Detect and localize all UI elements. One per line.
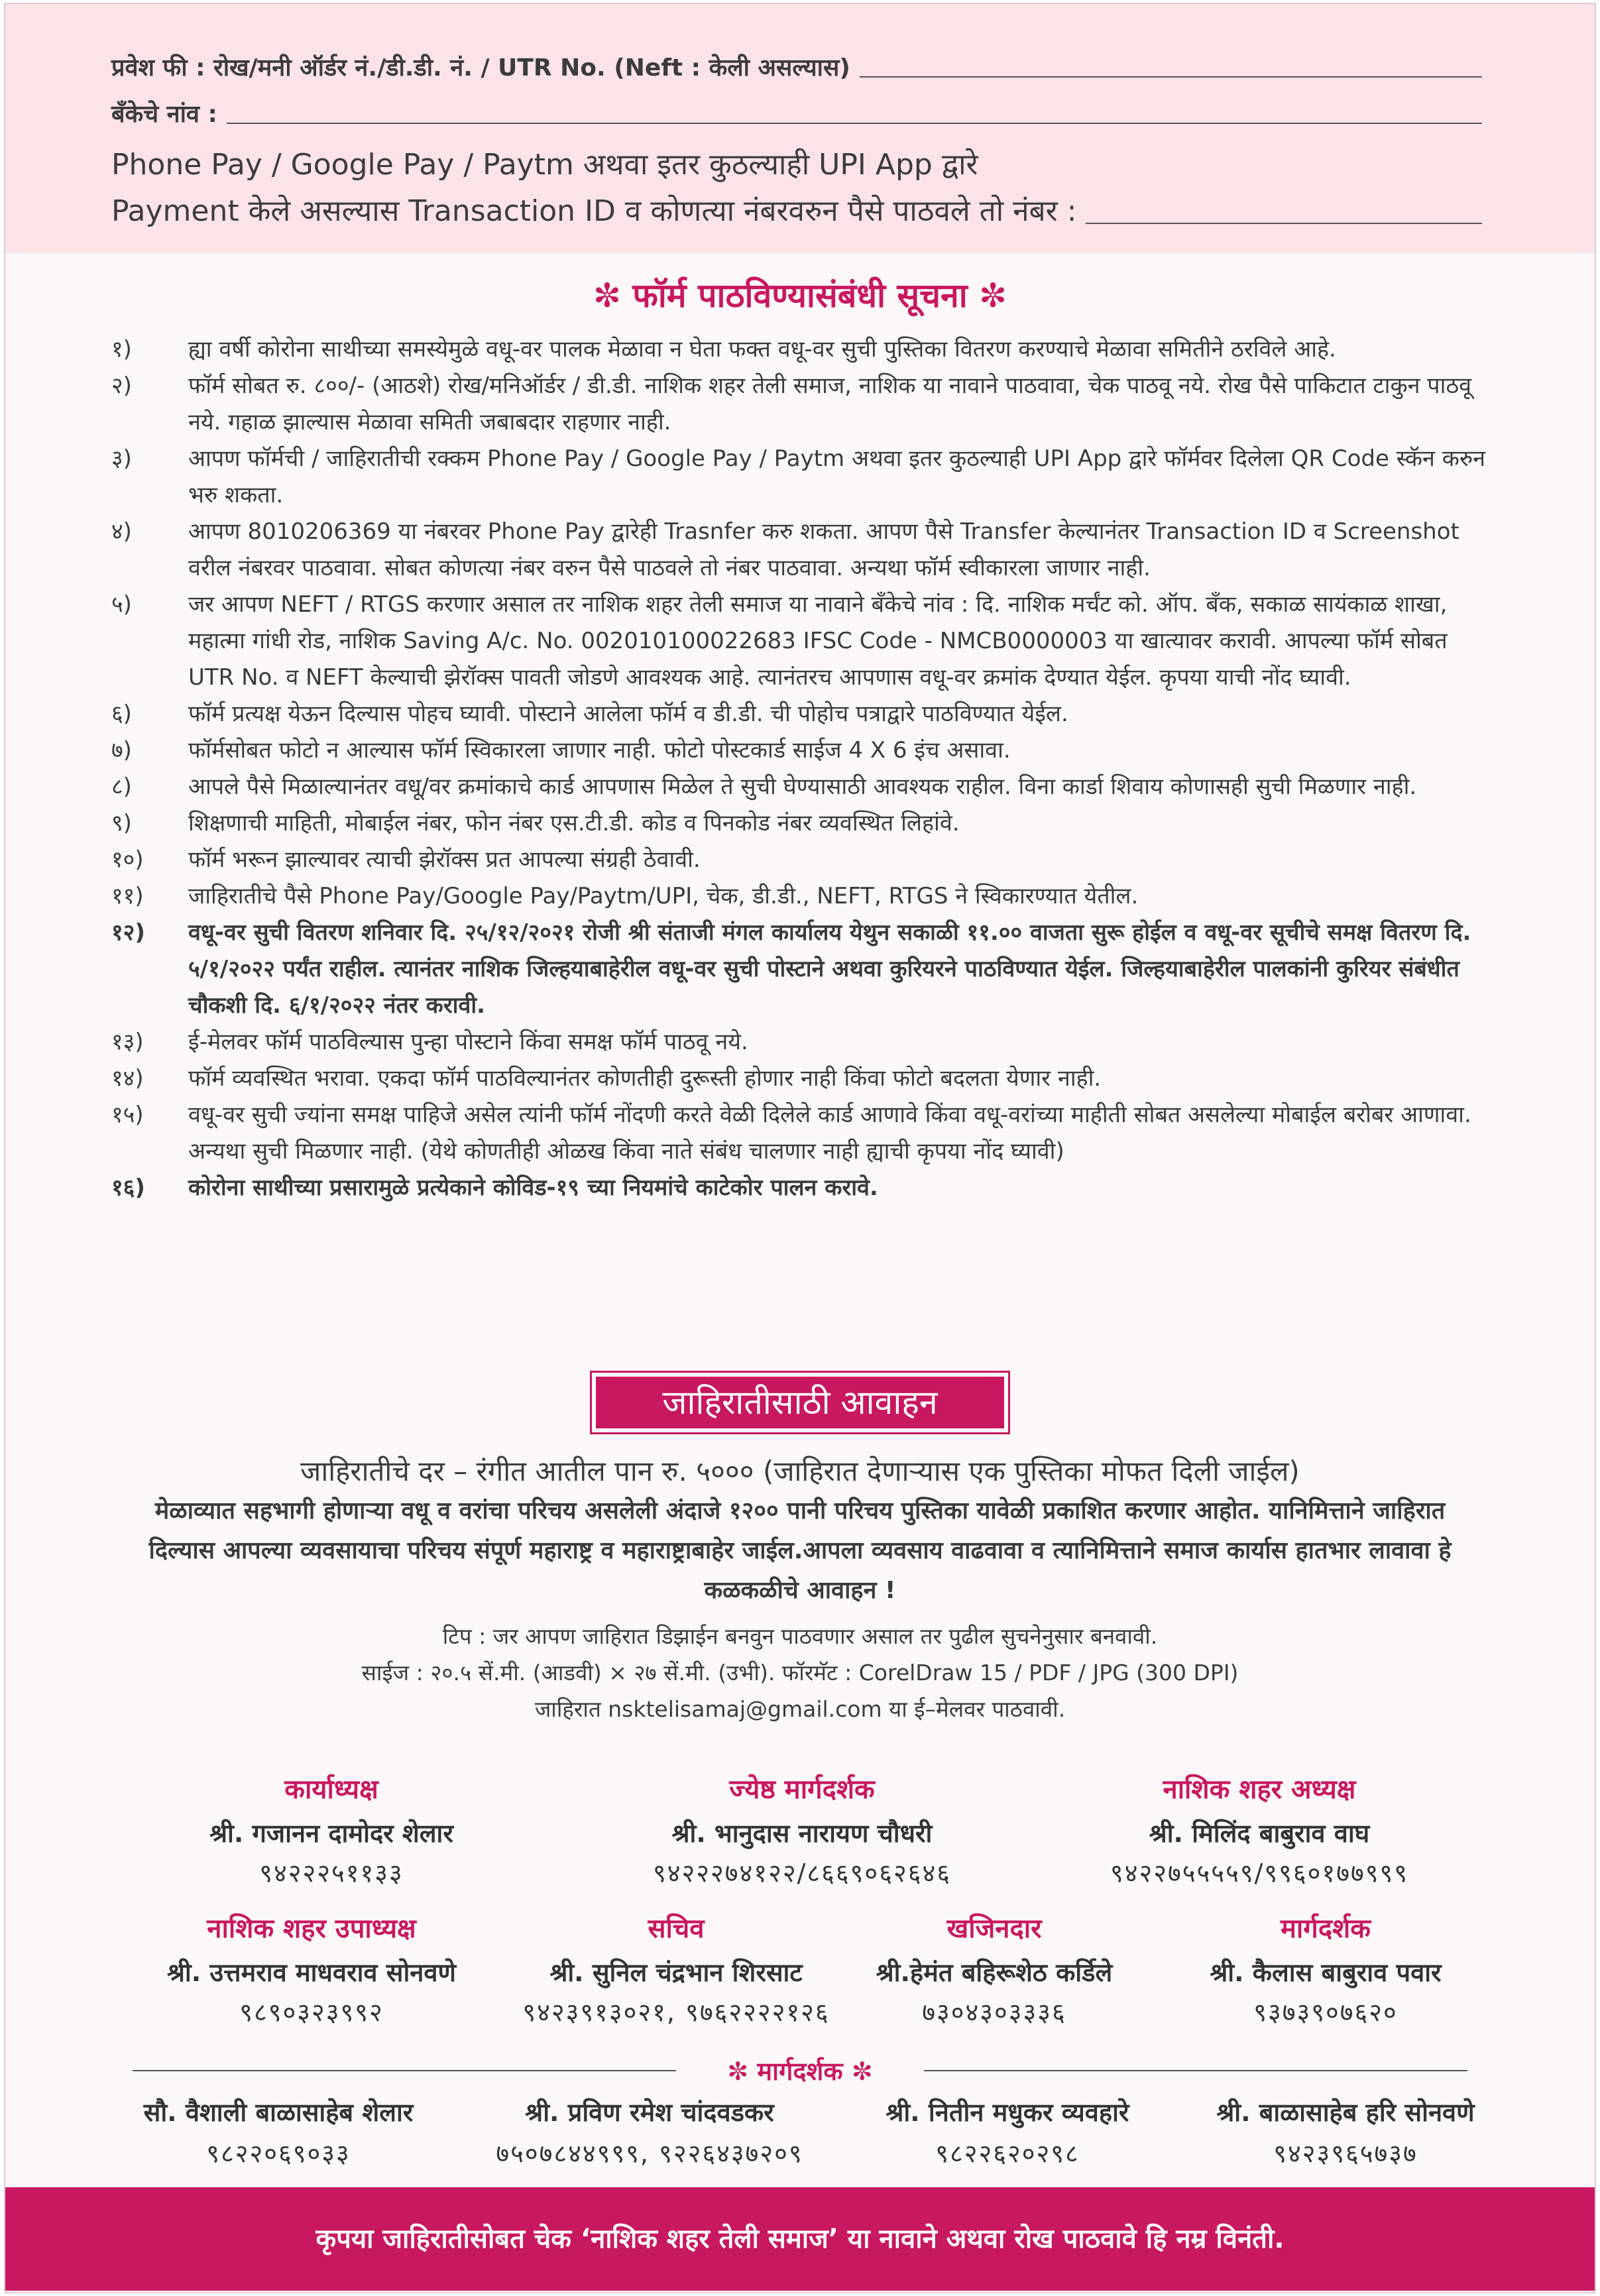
official-phone: ७३०४३०३३३६ xyxy=(922,1998,1066,2027)
instruction-number: ७) xyxy=(111,737,132,764)
official-name: श्री. सुनिल चंद्रभान शिरसाट xyxy=(549,1958,803,1987)
official-city-president xyxy=(1054,1770,1465,1890)
official-name: श्री. मिलिंद बाबुराव वाघ xyxy=(1149,1819,1370,1848)
ad-size: साईज : २०.५ सें.मी. (आडवी) × २७ सें.मी. (उभी). फॉरमॅट : CorelDraw 15 / PDF / JPG (300 DPI) xyxy=(361,1660,1239,1686)
instruction-number: १) xyxy=(111,336,132,363)
instruction-item xyxy=(111,878,1493,915)
transaction-id-blank[interactable] xyxy=(1086,223,1482,224)
bank-name-line xyxy=(111,97,1482,129)
fee-receipt-label: प्रवेश फी : रोख/मनी ऑर्डर नं./डी.डी. नं. / UTR No. (Neft : केली असल्यास) xyxy=(111,54,850,82)
instruction-text: फॉर्म व्यवस्थित भरावा. एकदा फॉर्म पाठविल्यानंतर कोणतीही दुरूस्ती होणार नाही किंवा फोटो बदलता येणार नाही. xyxy=(188,1065,1102,1092)
instruction-item xyxy=(111,915,1493,1024)
instruction-number: ३) xyxy=(111,445,132,472)
official-guide xyxy=(1167,1909,1485,2029)
ad-heading: जाहिरातीसाठी आवाहन xyxy=(596,1377,1004,1428)
instructions-title-text: फॉर्म पाठविण्यासंबंधी सूचना xyxy=(632,276,968,315)
instruction-text: ह्या वर्षी कोरोना साथीच्या समस्येमुळे वधू-वर पालक मेळावा न घेता फक्त वधू-वर सुची पुस्तिका वितरण करण्याचे मेळावा समितीने ठरविले आहे. xyxy=(188,336,1336,363)
upi-line xyxy=(111,143,978,183)
upi-label: Phone Pay / Google Pay / Paytm अथवा इतर कुठल्याही UPI App द्वारे xyxy=(111,148,978,182)
ad-appeal: मेळाव्यात सहभागी होणाऱ्या वधू व वरांचा परिचय असलेली अंदाजे १२०० पानी परिचय पुस्तिका यावेळी प्रकाशित करणार आहोत. यानिमित्ताने जाहिरात दिल्यास आपल्या व्यवसायाचा परिचय संपूर्ण महाराष्ट्र व महाराष्ट्राबाहेर जाईल.आपला व्यवसाय वाढवावा व त्यानिमित्ताने समाज कार्यास हातभार लावावा हे कळकळीचे आवाहन ! xyxy=(148,1497,1452,1604)
flower-icon: ✼ xyxy=(851,2057,873,2086)
official-role: नाशिक शहर अध्यक्ष xyxy=(1163,1774,1356,1805)
instruction-text: आपण फॉर्मची / जाहिरातीची रक्कम Phone Pay / Google Pay / Paytm अथवा इतर कुठल्याही UPI App द्वारे फॉर्मवर दिलेला QR Code स्कॅन करुन भरु शकता. xyxy=(188,445,1486,508)
guide-name: श्री. नितीन मधुकर व्यवहारे xyxy=(886,2098,1129,2127)
instruction-text: वधू-वर सुची वितरण शनिवार दि. २५/१२/२०२१ रोजी श्री संताजी मंगल कार्यालय येथुन सकाळी ११.०० वाजता सुरू होईल व वधू-वर सूचीचे समक्ष वितरण दि. ५/१/२०२२ पर्यंत राहील. त्यानंतर नाशिक जिल्हयाबाहेरील वधू-वर सुची पोस्टाने अथवा कुरियरने पाठविण्यात येईल. जिल्हयाबाहेरील पालकांनी कुरियर संबंधीत चौकशी दि. ६/१/२०२२ नंतर करावी. xyxy=(188,919,1471,1019)
ad-rate: जाहिरातीचे दर – रंगीत आतील पान रु. ५००० (जाहिरात देणाऱ्यास एक पुस्तिका मोफत दिली जाईल) xyxy=(300,1455,1300,1487)
official-phone: ९४२२२५११३३ xyxy=(259,1859,404,1888)
official-role: नाशिक शहर उपाध्यक्ष xyxy=(207,1914,416,1944)
instructions-list xyxy=(111,331,1493,1206)
fee-receipt-line xyxy=(111,50,1482,83)
official-name: श्री.हेमंत बहिरूशेठ कर्डिले xyxy=(876,1958,1113,1987)
ad-tip: टिप : जर आपण जाहिरात डिझाईन बनवुन पाठवणार असाल तर पुढील सुचनेनुसार बनवावी. xyxy=(442,1623,1158,1649)
guide-person xyxy=(842,2095,1173,2170)
fee-receipt-blank[interactable] xyxy=(860,76,1482,78)
guides-label-text: मार्गदर्शक xyxy=(757,2057,843,2086)
official-role: मार्गदर्शक xyxy=(1281,1914,1371,1944)
official-role: खजिनदार xyxy=(946,1914,1042,1944)
transaction-id-line xyxy=(111,190,1482,229)
instruction-item xyxy=(111,368,1493,441)
guide-phone: ९८२२६२०२९८ xyxy=(935,2139,1080,2168)
instruction-item xyxy=(111,514,1493,587)
flower-icon: ✼ xyxy=(979,276,1007,315)
instruction-number: १४) xyxy=(111,1065,144,1092)
instruction-text: जाहिरातीचे पैसे Phone Pay/Google Pay/Paytm/UPI, चेक, डी.डी., NEFT, RTGS ने स्विकारण्यात येतील. xyxy=(188,883,1139,909)
ad-heading-box xyxy=(590,1371,1010,1434)
instruction-item xyxy=(111,587,1493,696)
flower-icon: ✼ xyxy=(593,276,621,315)
instruction-number: २) xyxy=(111,373,132,399)
guide-person xyxy=(464,2095,835,2170)
official-phone: ९८९०३२३९९२ xyxy=(239,1998,384,2027)
instruction-text: फॉर्म सोबत रु. ८००/- (आठशे) रोख/मनिऑर्डर / डी.डी. नाशिक शहर तेली समाज, नाशिक या नावाने पाठवावा, चेक पाठवू नये. रोख पैसे पाकिटात टाकुन पाठवू नये. गहाळ झाल्यास मेळावा समिती जबाबदार राहणार नाही. xyxy=(188,373,1472,435)
official-name: श्री. गजानन दामोदर शेलार xyxy=(209,1819,453,1848)
instruction-text: कोरोना साथीच्या प्रसारामुळे प्रत्येकाने कोविड-१९ च्या नियमांचे काटेकोर पालन करावे. xyxy=(188,1175,878,1201)
instruction-text: जर आपण NEFT / RTGS करणार असाल तर नाशिक शहर तेली समाज या नावाने बँकेचे नांव : दि. नाशिक मर्चंट को. ऑप. बँक, सकाळ सायंकाळ शाखा, महात्मा गांधी रोड, नाशिक Saving A/c. No. 002010100022683 IFSC Code - NMCB0000003 या खात्यावर करावी. आपल्या फॉर्म सोबत UTR No. व NEFT केल्याची झेरॉक्स पावती जोडणे आवश्यक आहे. त्यानंतरच आपणास वधू-वर क्रमांक देण्यात येईल. कृपया याची नोंद घ्यावी. xyxy=(188,591,1448,691)
guide-name: श्री. बाळासाहेब हरि सोनवणे xyxy=(1216,2098,1475,2127)
instruction-number: ९) xyxy=(111,810,132,836)
instruction-number: ६) xyxy=(111,701,132,727)
instruction-item xyxy=(111,842,1493,878)
instruction-item xyxy=(111,331,1493,368)
instruction-text: आपले पैसे मिळाल्यानंतर वधू/वर क्रमांकाचे कार्ड आपणास मिळेल ते सुची घेण्यासाठी आवश्यक राहील. विना कार्डा शिवाय कोणासही सुची मिळणार नाही. xyxy=(188,774,1417,800)
official-name: श्री. उत्तमराव माधवराव सोनवणे xyxy=(167,1958,456,1987)
instruction-item xyxy=(111,732,1493,769)
guide-name: श्री. प्रविण रमेश चांदवडकर xyxy=(525,2098,774,2127)
instruction-number: ८) xyxy=(111,774,132,800)
instruction-number: ११) xyxy=(111,883,144,909)
instruction-number: ४) xyxy=(111,518,132,545)
instruction-item xyxy=(111,696,1493,732)
transaction-id-label: Payment केले असल्यास Transaction ID व कोणत्या नंबरवरुन पैसे पाठवले तो नंबर : xyxy=(111,194,1077,228)
official-treasurer xyxy=(855,1909,1133,2029)
guide-phone: ७५०७८४४९९९, ९२२६४३७२०९ xyxy=(496,2139,803,2168)
official-vice-president xyxy=(126,1909,497,2029)
instruction-text: वधू-वर सुची ज्यांना समक्ष पाहिजे असेल त्यांनी फॉर्म नोंदणी करते वेळी दिलेले कार्ड आणावे किंवा वधू-वरांच्या माहीती सोबत असलेल्या मोबाईल बरोबर आणावा. अन्यथा सुची मिळणार नाही. (येथे कोणतीही ओळख किंवा नाते संबंध चालणार नाही ह्याची कृपया नोंद घ्यावी) xyxy=(188,1102,1471,1165)
divider-left xyxy=(133,2070,676,2071)
divider-right xyxy=(924,2070,1467,2071)
official-secretary xyxy=(504,1909,848,2029)
official-role: कार्याध्यक्ष xyxy=(284,1774,378,1805)
bank-name-label: बँकेचे नांव : xyxy=(111,101,217,128)
instruction-text: फॉर्मसोबत फोटो न आल्यास फॉर्म स्विकारला जाणार नाही. फोटो पोस्टकार्ड साईज 4 X 6 इंच असावा. xyxy=(188,737,1011,764)
guide-name: सौ. वैशाली बाळासाहेब शेलार xyxy=(143,2098,414,2127)
instruction-item xyxy=(111,1097,1493,1170)
instruction-number: १३) xyxy=(111,1029,144,1055)
guide-person xyxy=(1173,2095,1518,2170)
instruction-text: ई-मेलवर फॉर्म पाठविल्यास पुन्हा पोस्टाने किंवा समक्ष फॉर्म पाठवू नये. xyxy=(188,1029,748,1055)
instruction-text: फॉर्म भरून झाल्यावर त्याची झेरॉक्स प्रत आपल्या संग्रही ठेवावी. xyxy=(188,846,701,873)
instruction-item xyxy=(111,805,1493,842)
guide-phone: ९४२३९६५७३७ xyxy=(1273,2139,1418,2168)
bank-name-blank[interactable] xyxy=(227,123,1482,124)
footer-request: कृपया जाहिरातीसोबत चेक ‘नाशिक शहर तेली समाज’ या नावाने अथवा रोख पाठवावे हि नम्र विनंती. xyxy=(5,2187,1595,2291)
instruction-text: शिक्षणाची माहिती, मोबाईल नंबर, फोन नंबर एस.टी.डी. कोड व पिनकोड नंबर व्यवस्थित लिहांवे. xyxy=(188,810,960,836)
instruction-number: १५) xyxy=(111,1102,144,1128)
official-name: श्री. कैलास बाबुराव पवार xyxy=(1210,1958,1442,1987)
instruction-item xyxy=(111,1061,1493,1097)
instruction-item xyxy=(111,441,1493,514)
instruction-number: १२) xyxy=(111,919,145,946)
instruction-item xyxy=(111,769,1493,805)
payment-details-section xyxy=(5,4,1595,253)
instructions-title xyxy=(0,272,1600,317)
instruction-number: १०) xyxy=(111,846,144,873)
instruction-item xyxy=(111,1024,1493,1061)
official-senior-guide xyxy=(570,1770,1034,1890)
instruction-number: १६) xyxy=(111,1175,145,1201)
official-phone: ९४२३९१३०२१, ९७६२२२२१२६ xyxy=(522,1998,830,2027)
official-role: ज्येष्ठ मार्गदर्शक xyxy=(729,1774,875,1805)
guide-phone: ९८२२०६९०३३ xyxy=(206,2139,351,2168)
instruction-item xyxy=(111,1170,1493,1206)
official-president xyxy=(159,1770,504,1890)
official-phone: ९४२२२७४१२२/८६६९०६२६४६ xyxy=(652,1859,951,1888)
flower-icon: ✼ xyxy=(727,2057,749,2086)
ad-email: जाहिरात nsktelisamaj@gmail.com या ई–मेलवर पाठवावी. xyxy=(534,1696,1066,1722)
official-phone: ९३७३९०७६२० xyxy=(1253,1998,1398,2027)
guides-label xyxy=(669,2053,931,2088)
instruction-number: ५) xyxy=(111,591,132,618)
instruction-text: आपण 8010206369 या नंबरवर Phone Pay द्वारेही Trasnfer करु शकता. आपण पैसे Transfer केल्यानंतर Transaction ID व Screenshot वरील नंबरवर पाठवावा. सोबत कोणत्या नंबर वरुन पैसे पाठवले तो नंबर पाठवावा. अन्यथा फॉर्म स्वीकारला जाणार नाही. xyxy=(188,518,1459,581)
instruction-text: फॉर्म प्रत्यक्ष येऊन दिल्यास पोहच घ्यावी. पोस्टाने आलेला फॉर्म व डी.डी. ची पोहोच पत्राद्वारे पाठविण्यात येईल. xyxy=(188,701,1068,727)
official-phone: ९४२२७५५५५९/९९६०१७७९९९ xyxy=(1110,1859,1408,1888)
official-role: सचिव xyxy=(648,1914,705,1944)
guide-person xyxy=(106,2095,451,2170)
official-name: श्री. भानुदास नारायण चौधरी xyxy=(671,1819,933,1848)
